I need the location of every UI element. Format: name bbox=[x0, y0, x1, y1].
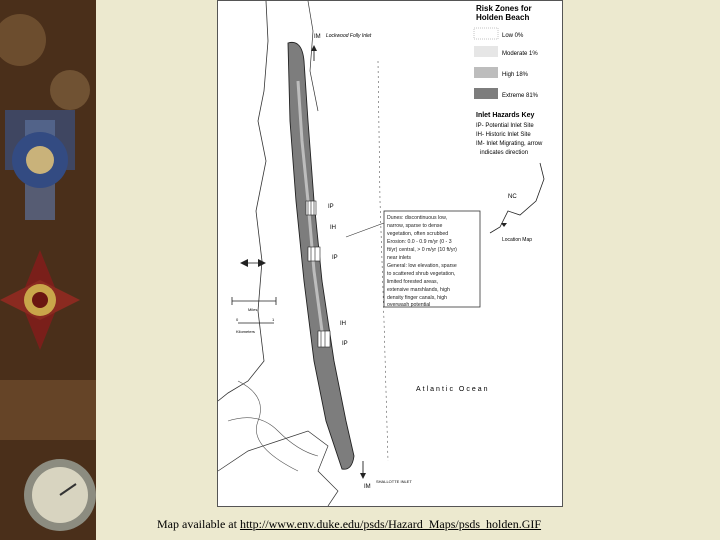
location-map-label: Location Map bbox=[502, 237, 533, 243]
hazard-line-3: IM- Inlet Migrating, arrow bbox=[476, 141, 543, 147]
legend-swatch-moderate bbox=[474, 46, 498, 57]
site-label-2: IH bbox=[330, 225, 336, 231]
nc-label: NC bbox=[508, 194, 517, 200]
decorative-medal-image bbox=[0, 0, 96, 540]
site-label-5: IP bbox=[342, 341, 348, 347]
note-line-8: to scattered shrub vegetation, bbox=[387, 271, 456, 277]
map-caption bbox=[157, 517, 541, 532]
risk-legend bbox=[474, 28, 539, 99]
scale-miles-label: Miles bbox=[248, 307, 258, 312]
scale-one-label: 1 bbox=[272, 317, 275, 322]
inlet-name-top: Lockwood Folly Inlet bbox=[326, 33, 372, 39]
scale-bar bbox=[232, 297, 276, 334]
site-label-3: IP bbox=[332, 255, 338, 261]
holden-beach-map bbox=[218, 1, 562, 506]
marsh-channel bbox=[228, 418, 318, 456]
southern-marsh-outline bbox=[218, 431, 338, 506]
inlet-label-top: IM bbox=[314, 34, 321, 40]
note-line-4: Erosion: 0.0 - 0.9 m/yr (0 - 3 bbox=[387, 239, 452, 245]
location-map-inset bbox=[490, 163, 544, 243]
caption-prefix: Map available at bbox=[157, 517, 240, 531]
marsh-channel-2 bbox=[238, 381, 298, 471]
note-line-3: vegetation, often scrubbed bbox=[387, 231, 449, 237]
scale-zero-label: 0 bbox=[236, 317, 239, 322]
note-line-5: ft/yr) central, > 0 m/yr (10 ft/yr) bbox=[387, 247, 457, 253]
legend-swatch-low bbox=[474, 28, 498, 39]
svg-text:IP- Potential Inlet Site bbox=[476, 123, 544, 156]
inlet-name-bottom: SHALLOTTE INLET bbox=[376, 479, 412, 484]
legend-title-line2: Holden Beach bbox=[476, 13, 530, 22]
legend-title-line1: Risk Zones for bbox=[476, 4, 532, 13]
map-source-link[interactable]: http://www.env.duke.edu/psds/Hazard_Maps/psds_holden.GIF bbox=[239, 517, 542, 531]
site-label-1: IP bbox=[328, 204, 334, 210]
ocean-label: Atlantic Ocean bbox=[416, 386, 490, 393]
mainland-shoreline bbox=[218, 1, 268, 401]
note-line-6: near inlets bbox=[387, 255, 411, 261]
medal-illustration bbox=[0, 0, 96, 540]
hazards-title: Inlet Hazards Key bbox=[476, 112, 535, 119]
legend-swatch-extreme bbox=[474, 88, 498, 99]
note-line-10: extensive marshlands, high bbox=[387, 287, 450, 293]
arrow-head-bottom bbox=[360, 473, 366, 479]
note-line-11: density finger canals, high bbox=[387, 295, 447, 301]
site-label-4: IH bbox=[340, 321, 346, 327]
note-line-7: General: low elevation, sparse bbox=[387, 263, 457, 269]
barrier-island bbox=[288, 42, 354, 469]
scale-km-label: Kilometers bbox=[236, 329, 255, 334]
note-line-1: Dunes: discontinuous low, bbox=[387, 215, 447, 221]
location-marker-icon bbox=[501, 223, 507, 227]
legend-label-low: Low 0% bbox=[502, 33, 524, 39]
note-line-12: overwash potential bbox=[387, 302, 431, 308]
note-line-2: narrow, sparse to dense bbox=[387, 223, 443, 229]
legend-label-moderate: Moderate 1% bbox=[502, 51, 538, 57]
legend-swatch-high bbox=[474, 67, 498, 78]
legend-label-high: High 18% bbox=[502, 72, 529, 78]
note-line-9: limited forested areas, bbox=[387, 279, 439, 285]
notes-box bbox=[346, 211, 480, 308]
hazard-line-2: IH- Historic Inlet Site bbox=[476, 132, 531, 138]
map-frame bbox=[217, 0, 563, 507]
legend-label-extreme: Extreme 81% bbox=[502, 93, 539, 99]
hazard-line-4: indicates direction bbox=[480, 150, 529, 156]
inlet-shore-line bbox=[308, 1, 318, 111]
inlet-label-bottom: IM bbox=[364, 484, 371, 490]
hazard-line-1: IP- Potential Inlet Site bbox=[476, 123, 534, 129]
